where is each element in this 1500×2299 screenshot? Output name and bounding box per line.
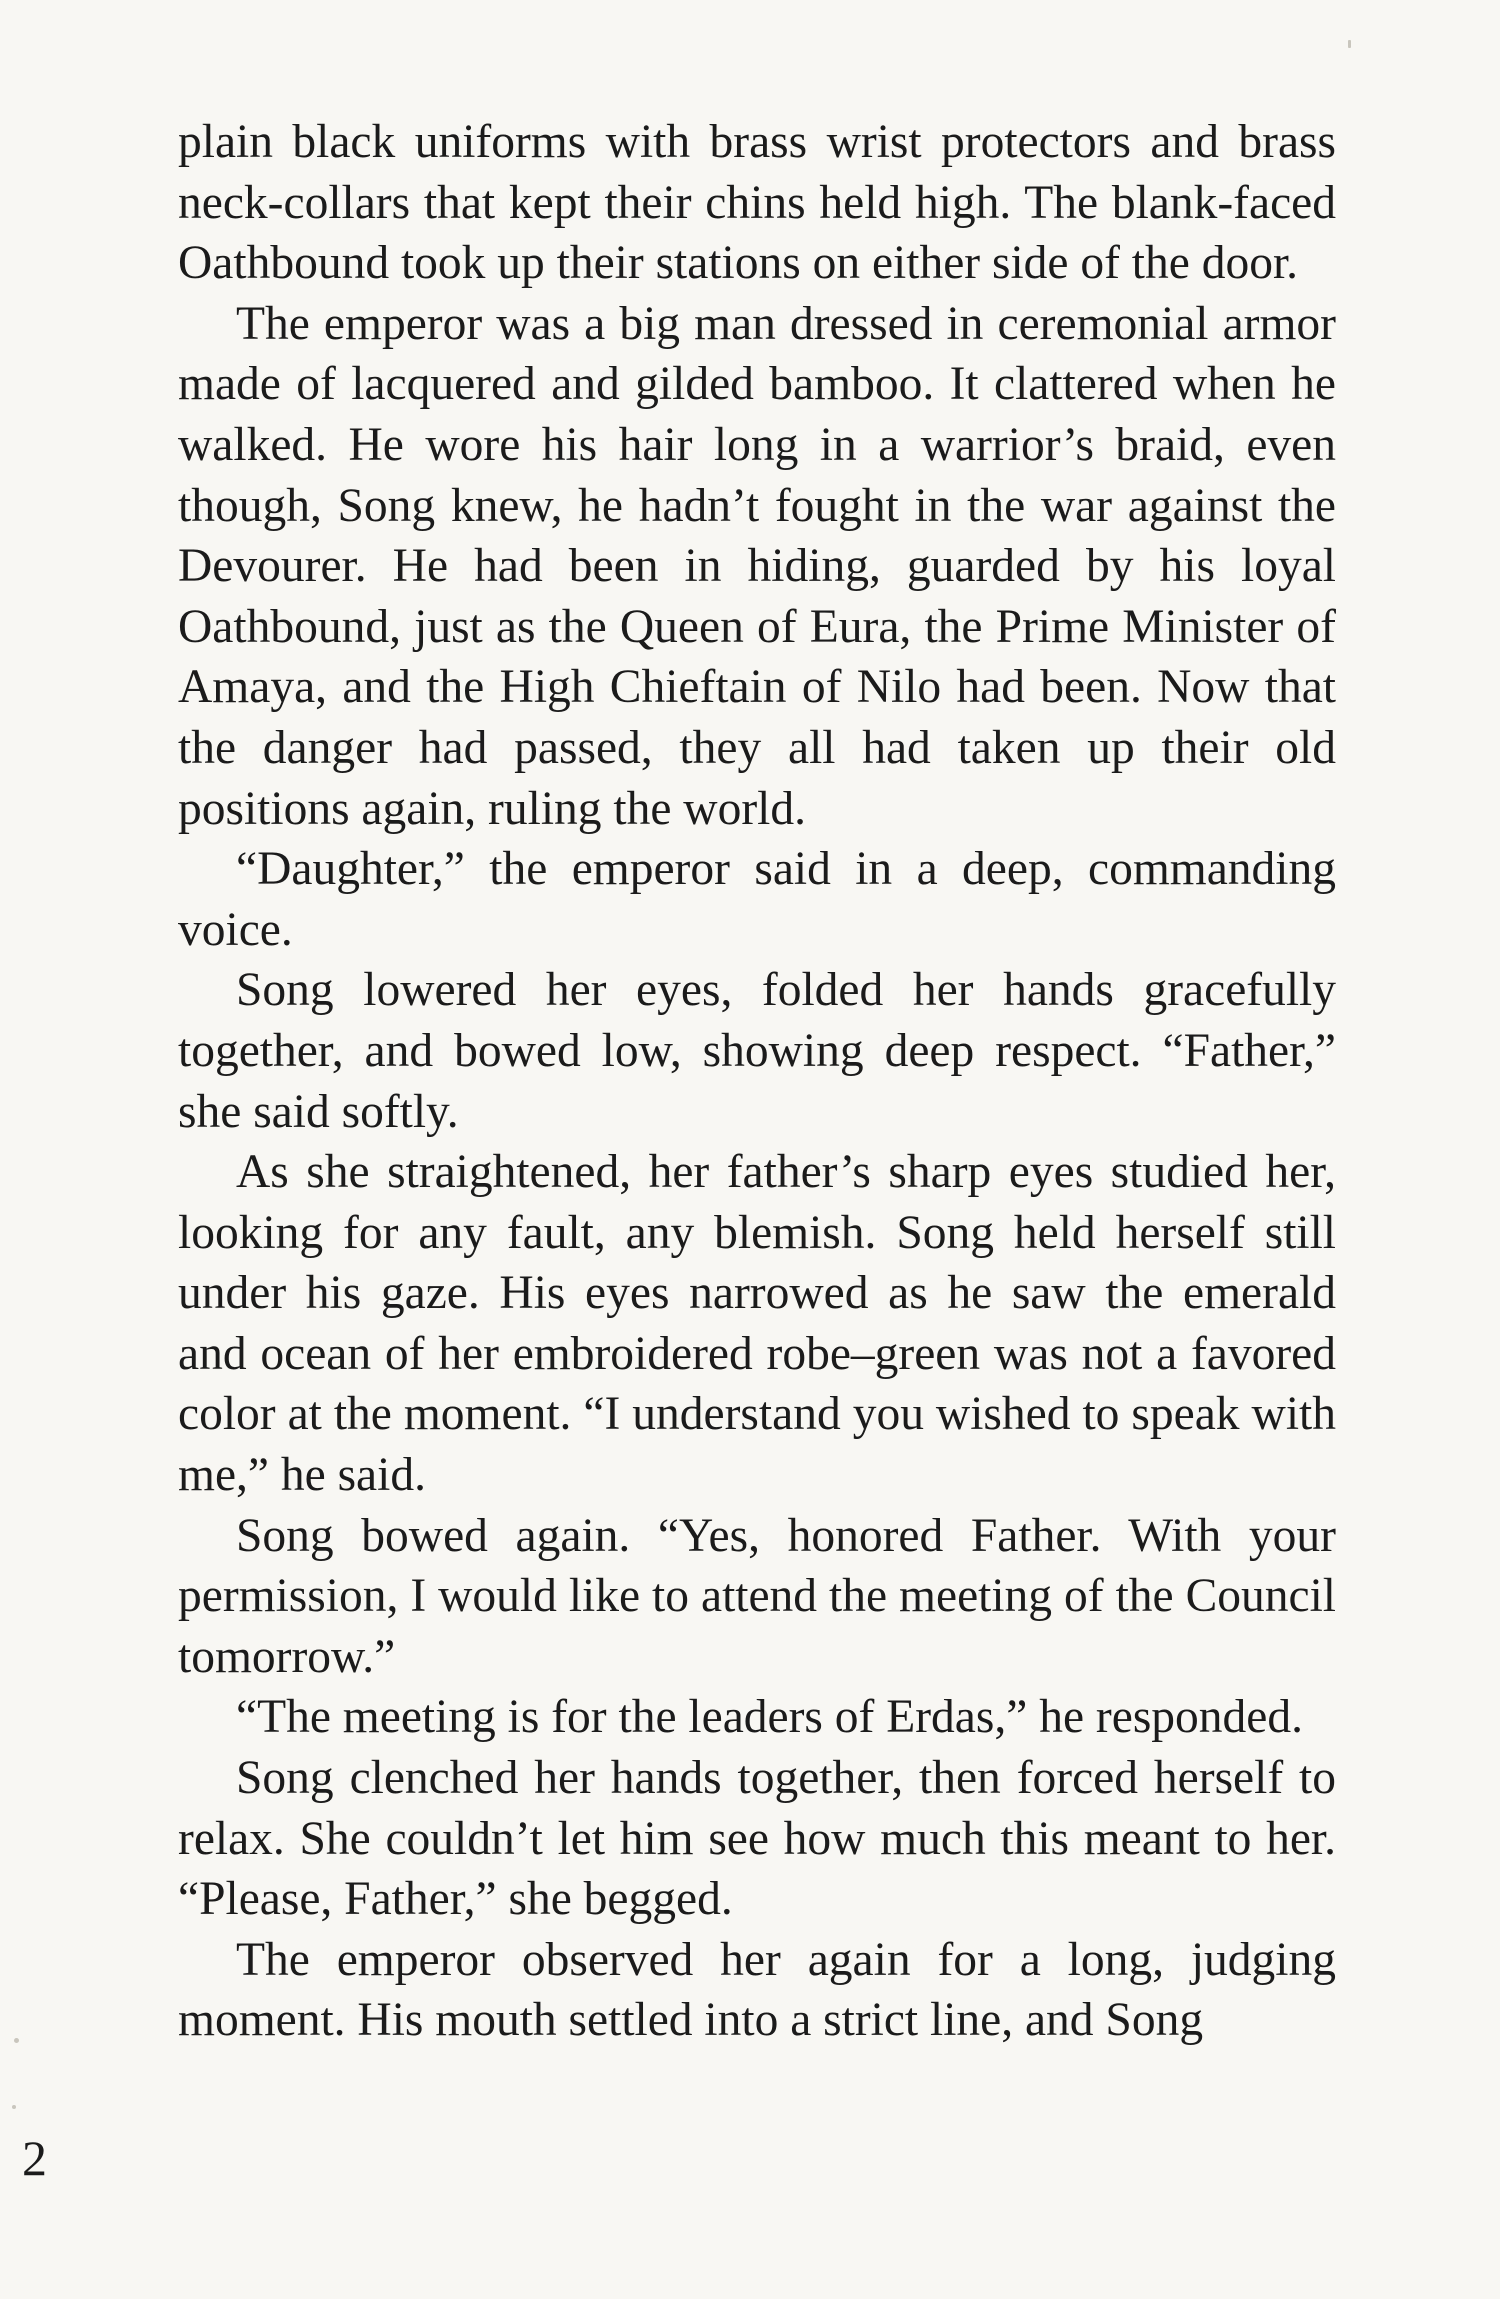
paragraph: The emperor observed her again for a long, judging moment. His mouth settled into a strict line, and Song	[178, 1933, 1336, 2047]
paper-speck	[12, 2105, 16, 2109]
page-number: 2	[22, 2130, 47, 2186]
paragraph: plain black uniforms with brass wrist protectors and brass neck-collars that kept their chins held high. The blank-faced Oathbound took up their stations on either side of the door.	[178, 116, 1336, 290]
paragraph: The emperor was a big man dressed in ceremonial armor made of lacquered and gilded bamboo. It clattered when he walked. He wore his hair long in a warrior’s braid, even though, Song knew, he hadn’t fought in the war against the Devourer. He had been in hiding, guarded by his loyal Oathbound, just as the Queen of Eura, the Prime Minister of Amaya, and the High Chieftain of Nilo had been. Now that the danger had passed, they all had taken up their old positions again, ruling the world.	[178, 297, 1336, 835]
paragraph: Song bowed again. “Yes, honored Father. With your permission, I would like to attend the meeting of the Council tomorrow.”	[178, 1509, 1336, 1683]
paragraph: “The meeting is for the leaders of Erdas,” he responded.	[236, 1691, 1304, 1744]
paragraph: Song clenched her hands together, then forced herself to relax. She couldn’t let him see how much this meant to her. “Please, Father,” she begged.	[178, 1752, 1336, 1926]
paragraph: “Daughter,” the emperor said in a deep, commanding voice.	[178, 843, 1336, 956]
paper-speck	[1348, 40, 1351, 48]
body-text	[178, 112, 1336, 2051]
paragraph: As she straightened, her father’s sharp eyes studied her, looking for any fault, any blemish. Song held herself still under his gaze. His eyes narrowed as he saw the emerald and ocean of her embroidered robe–green was not a favored color at the moment. “I understand you wished to speak with me,” he said.	[178, 1146, 1336, 1502]
paragraph: Song lowered her eyes, folded her hands gracefully together, and bowed low, showing deep respect. “Father,” she said softly.	[178, 964, 1336, 1138]
paper-speck	[14, 2038, 19, 2043]
